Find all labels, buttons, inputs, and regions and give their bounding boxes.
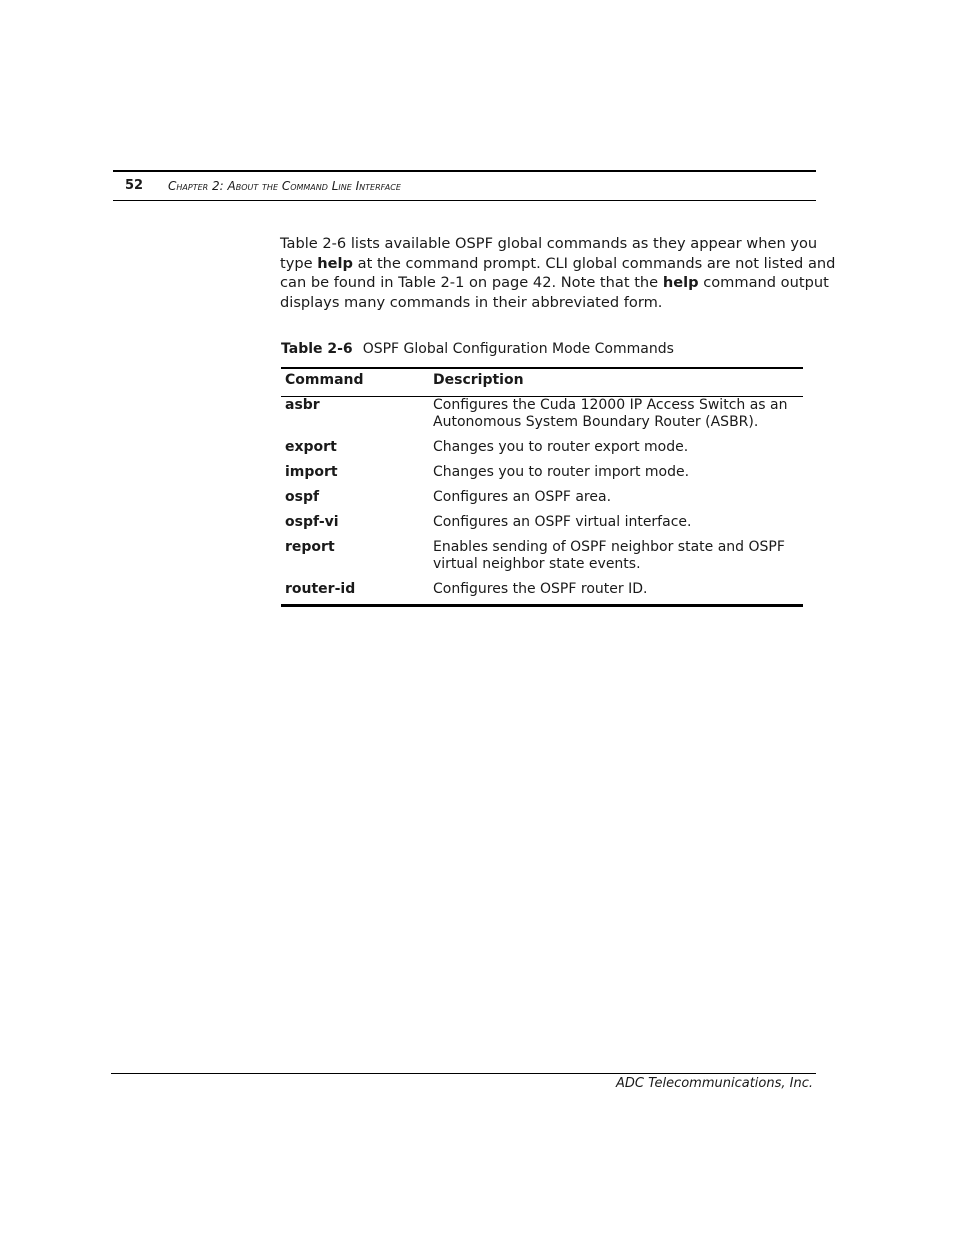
command-cell: export <box>285 439 337 455</box>
description-cell <box>433 581 803 598</box>
command-cell: report <box>285 539 335 555</box>
command-cell: ospf-vi <box>285 514 339 530</box>
help-keyword: help <box>317 254 353 272</box>
intro-line: Table 2-6 lists available OSPF global commands as they appear when you <box>280 235 818 252</box>
table-caption <box>281 341 674 357</box>
intro-line: displays many commands in their abbreviated form. <box>280 293 663 311</box>
header-top-rule <box>113 170 816 172</box>
intro-text: command output <box>698 274 829 291</box>
command-cell: router-id <box>285 581 356 597</box>
column-header-description: Description <box>433 372 524 388</box>
description-line: Changes you to router import mode. <box>433 464 690 480</box>
footer-rule <box>111 1073 816 1074</box>
description-line: Configures the Cuda 12000 IP Access Switch as an <box>433 397 788 413</box>
table-bottom-rule <box>281 604 803 607</box>
intro-paragraph <box>280 234 836 312</box>
intro-text: type <box>280 254 318 272</box>
page-number: 52 <box>125 178 144 193</box>
running-head: Chapter 2: About the Command Line Interface <box>168 179 401 193</box>
help-keyword: help <box>662 274 699 291</box>
description-line: Configures an OSPF area. <box>433 489 612 505</box>
header-bottom-rule <box>113 200 816 201</box>
description-line: Configures an OSPF virtual interface. <box>433 514 692 530</box>
intro-text: at the command prompt. CLI global commands are not listed and <box>353 254 836 272</box>
description-cell <box>433 539 803 573</box>
table-caption-title: OSPF Global Configuration Mode Commands <box>362 341 674 357</box>
command-cell: import <box>285 464 338 480</box>
intro-text: can be found in Table 2-1 on page 42. Note that the <box>280 274 663 291</box>
column-header-command: Command <box>285 372 364 388</box>
table-caption-number: Table 2-6 <box>281 341 353 357</box>
intro-line <box>280 273 829 293</box>
description-line: Configures the OSPF router ID. <box>433 581 648 597</box>
description-line: Enables sending of OSPF neighbor state and OSPF <box>433 539 785 555</box>
description-cell <box>433 514 803 531</box>
table-top-rule <box>281 367 803 369</box>
description-line: Autonomous System Boundary Router (ASBR). <box>433 414 759 430</box>
footer-company: ADC Telecommunications, Inc. <box>616 1076 813 1091</box>
description-cell <box>433 464 803 481</box>
description-cell <box>433 439 803 456</box>
description-cell <box>433 397 803 431</box>
description-line: Changes you to router export mode. <box>433 439 689 455</box>
description-cell <box>433 489 803 506</box>
command-cell: asbr <box>285 397 320 413</box>
description-line: virtual neighbor state events. <box>433 556 641 572</box>
command-cell: ospf <box>285 489 320 505</box>
intro-line <box>280 254 836 274</box>
